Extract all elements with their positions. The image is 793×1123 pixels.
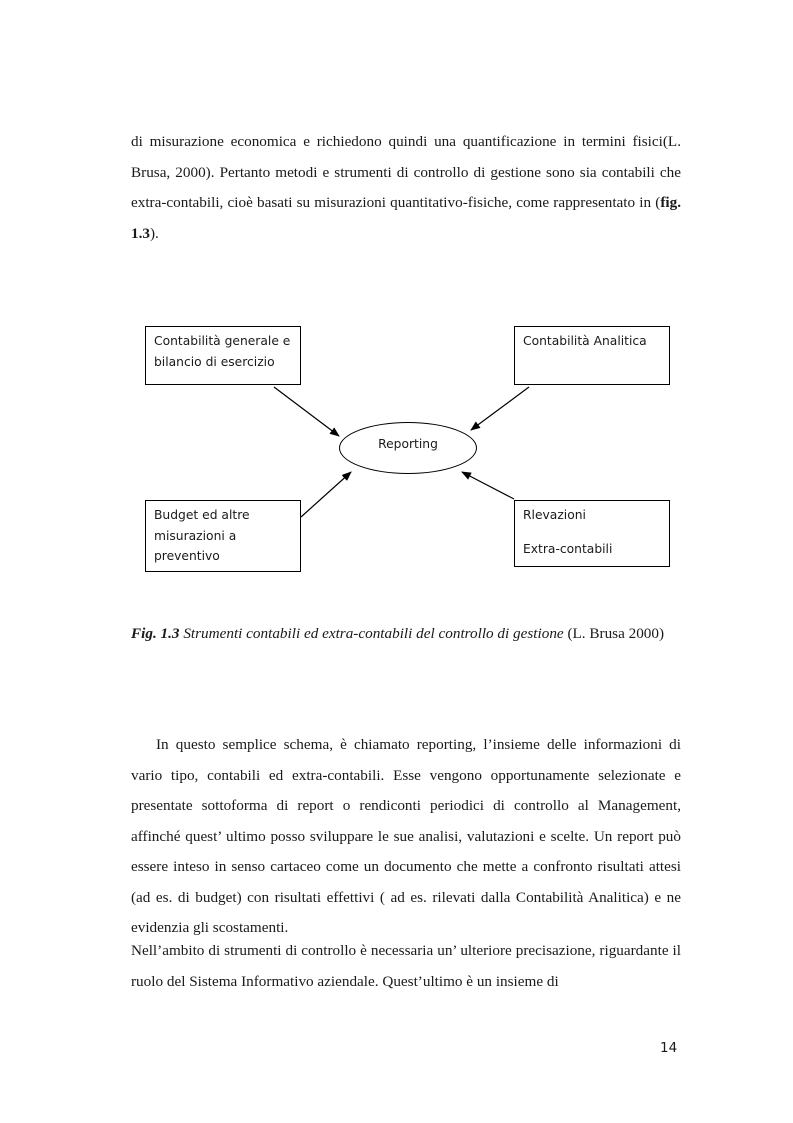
box-budget-line3: preventivo (154, 549, 220, 563)
box-budget (145, 500, 301, 572)
paragraph-reporting: In questo semplice schema, è chiamato reporting, l’insieme delle informazioni di vario tipo, contabili ed extra-contabili. Esse vengono opportunamente selezionate e presentate sottoforma di report o rendiconti periodici di controllo al Management, affinché quest’ ultimo posso sviluppare le sue analisi, valutazioni e scelte. Un report può essere inteso in senso cartaceo come un documento che mette a confronto risultati attesi (ad es. di budget) con risultati effettivi ( ad es. rilevati dalla Contabilità Analitica) e ne evidenzia gli scostamenti. (131, 736, 681, 936)
box-rilevazioni-line2: Extra-contabili (523, 541, 613, 556)
figure-number: Fig. 1.3 (131, 625, 180, 642)
box-budget-line2: misurazioni a (154, 528, 237, 543)
figure-title: Strumenti contabili ed extra-contabili del controllo di gestione (183, 625, 564, 642)
figure-reference: fig. 1.3 (131, 194, 681, 242)
page-number: 14 (660, 1040, 678, 1056)
paragraph-sistema-informativo: Nell’ambito di strumenti di controllo è necessaria un’ ulteriore precisazione, riguardante il ruolo del Sistema Informativo aziendale. Quest’ultimo è un insieme di (131, 942, 681, 990)
box-contabilita-generale-line1: Contabilità generale e (154, 334, 291, 348)
box-contabilita-generale-line2: bilancio di esercizio (154, 354, 275, 369)
arrow-top-left (274, 387, 339, 436)
figure-caption (131, 619, 681, 649)
reporting-ellipse (339, 422, 477, 474)
paragraph-intro-end: ). (149, 224, 159, 242)
box-budget-line1: Budget ed altre (154, 508, 250, 522)
paragraph-intro (131, 127, 681, 249)
paragraph-intro-text: di misurazione economica e richiedono quindi una quantificazione in termini fisici(L. Brusa, 2000). Pertanto metodi e strumenti di controllo di gestione sono sia contabili che extra-contabili, cioè basati su misurazioni quantitativo-fisiche, come rappresentato in ( (131, 133, 681, 211)
arrow-bottom-right (462, 472, 514, 499)
box-contabilita-analitica-line1: Contabilità Analitica (523, 334, 647, 348)
reporting-label: Reporting (378, 437, 438, 451)
arrow-bottom-left (301, 472, 351, 517)
box-rilevazioni-line1: Rlevazioni (523, 508, 586, 522)
figure-source: (L. Brusa 2000) (567, 625, 665, 642)
box-rilevazioni (514, 500, 670, 567)
arrow-top-right (471, 387, 529, 430)
box-contabilita-generale (145, 326, 301, 385)
box-contabilita-analitica (514, 326, 670, 385)
